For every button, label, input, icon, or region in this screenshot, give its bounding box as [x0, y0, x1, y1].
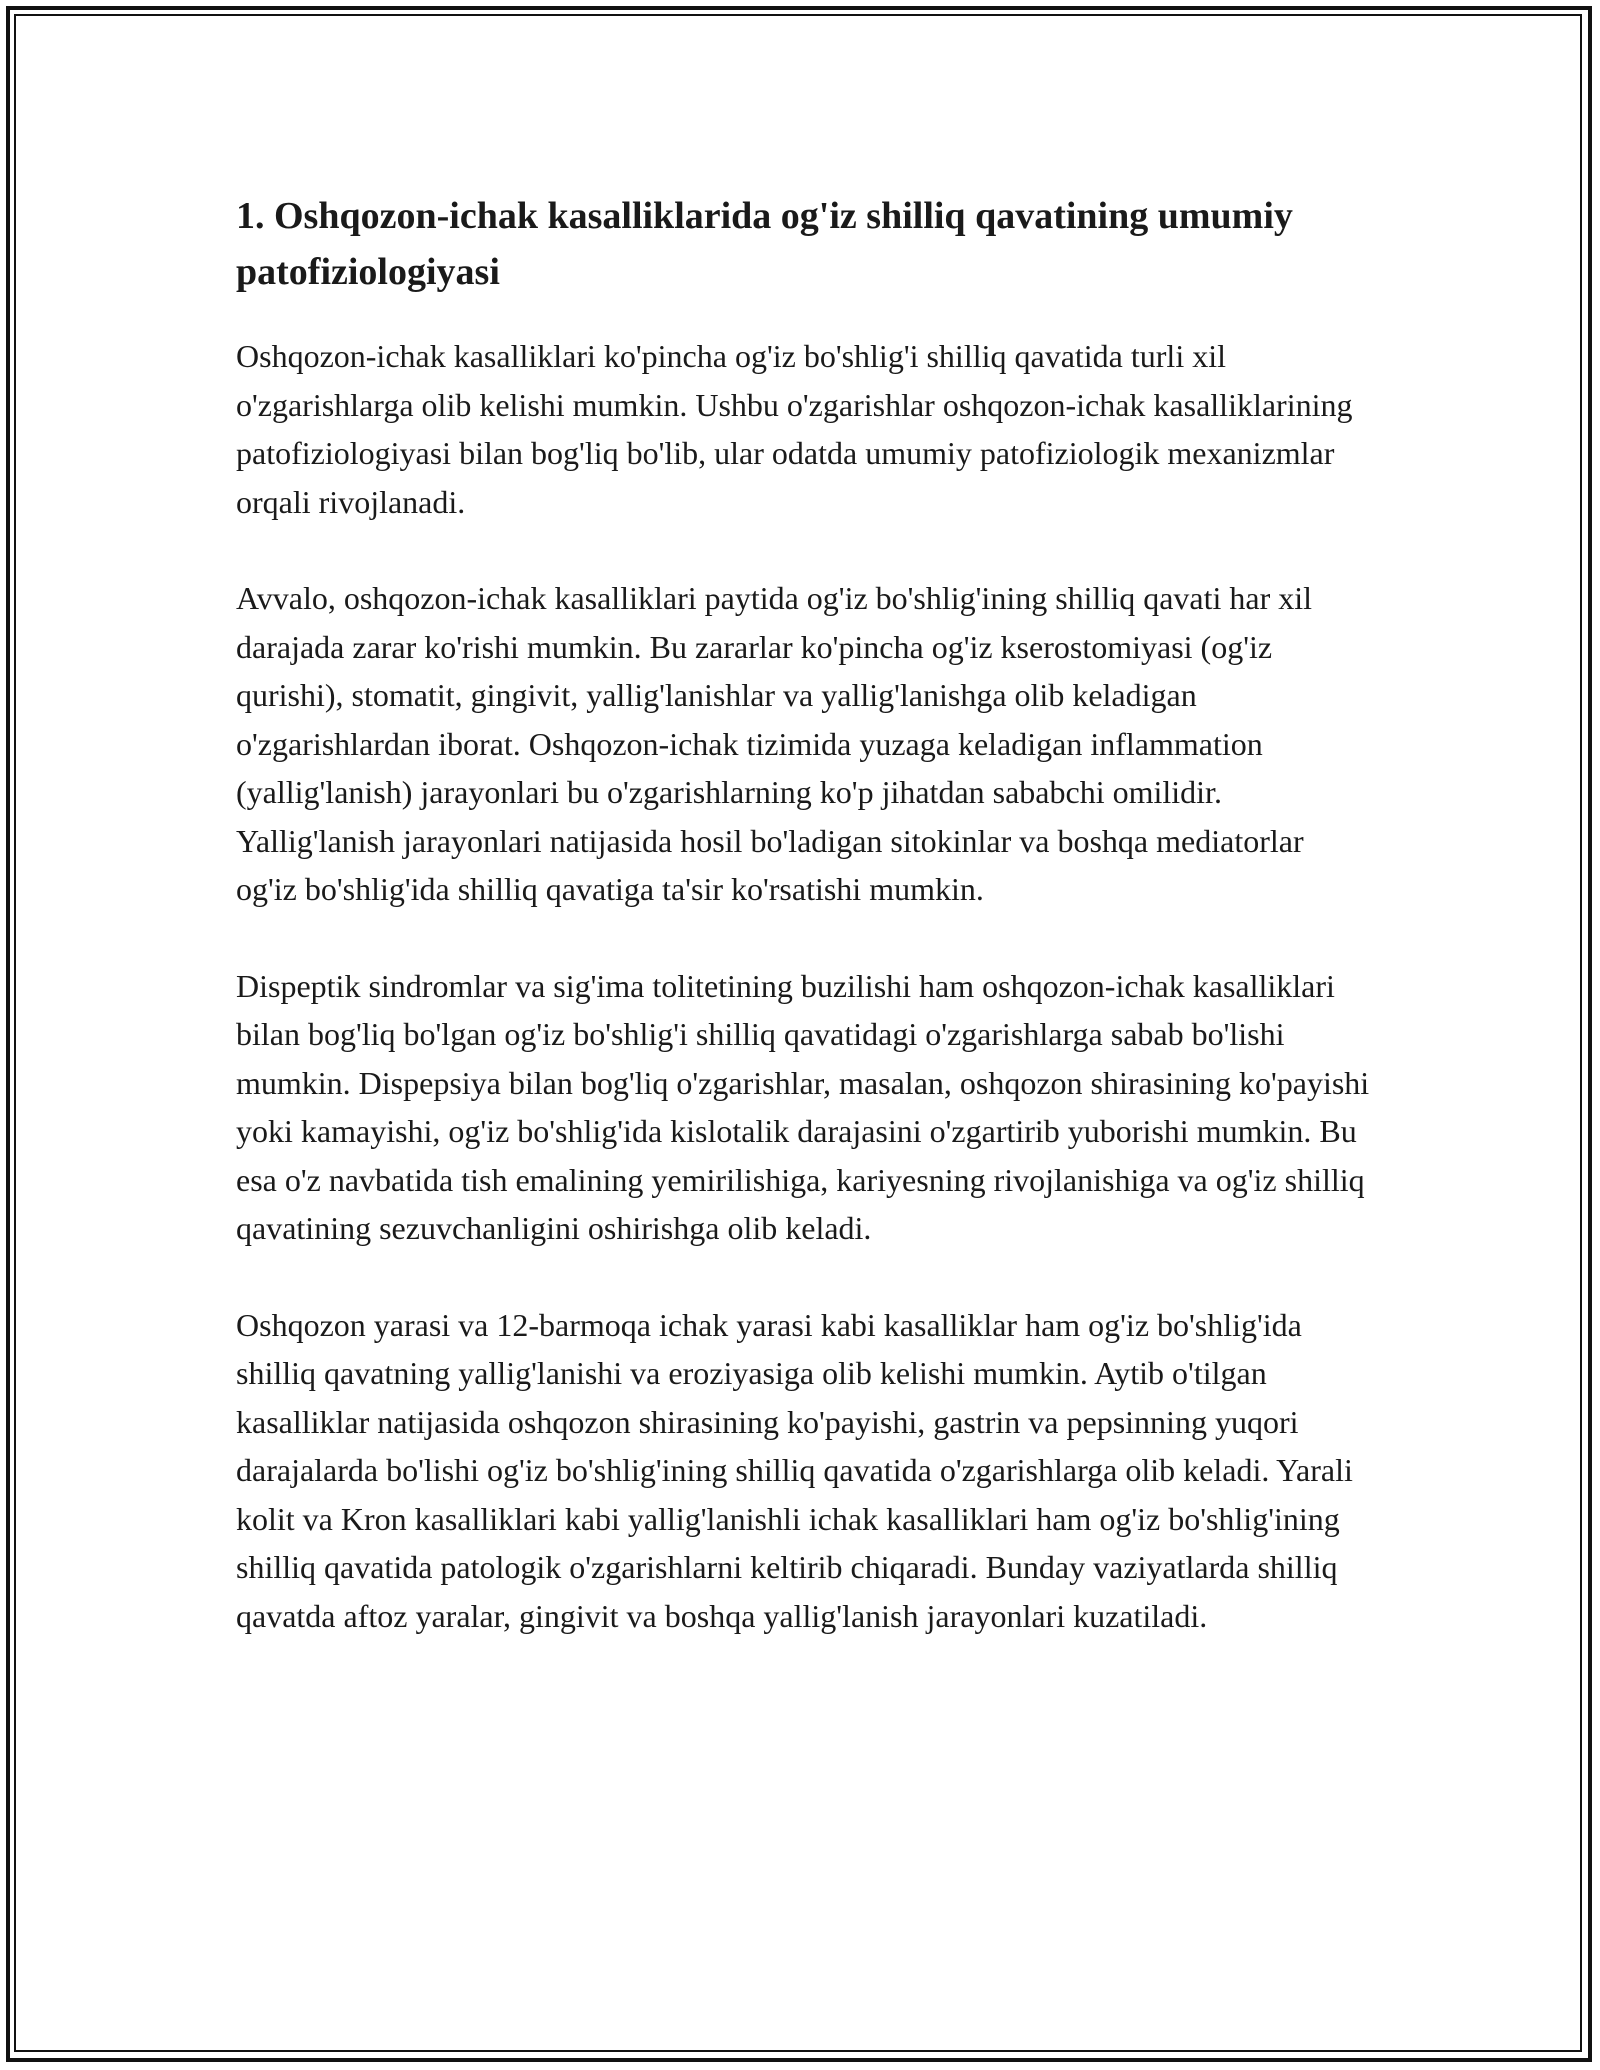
section-heading: 1. Oshqozon-ichak kasalliklarida og'iz shilliq qavatining umumiy patofiziologiyasi	[236, 195, 1293, 293]
paragraph-1: Oshqozon-ichak kasalliklari ko'pincha og'iz bo'shlig'i shilliq qavatida turli xil o'zgarishlarga olib kelishi mumkin. Ushbu o'zgarishlar oshqozon-ichak kasalliklarining patofiziologiyasi bilan bog'liq bo'lib, ular odatda umumiy patofiziologik mexanizmlar orqali rivojlanadi.	[236, 338, 1353, 520]
paragraph-2: Avvalo, oshqozon-ichak kasalliklari paytida og'iz bo'shlig'ining shilliq qavati har xil darajada zarar ko'rishi mumkin. Bu zararlar ko'pincha og'iz kserostomiyasi (og'iz qurishi), stomatit, gingivit, yallig'lanishlar va yallig'lanishga olib keladigan o'zgarishlardan iborat. Oshqozon-ichak tizimida yuzaga keladigan inflammation (yallig'lanish) jarayonlari bu o'zgarishlarning ko'p jihatdan sababchi omilidir. Yallig'lanish jarayonlari natijasida hosil bo'ladigan sitokinlar va boshqa mediatorlar og'iz bo'shlig'ida shilliq qavatiga ta'sir ko'rsatishi mumkin.	[236, 580, 1313, 907]
paragraph-3: Dispeptik sindromlar va sig'ima tolitetining buzilishi ham oshqozon-ichak kasalliklari bilan bog'liq bo'lgan og'iz bo'shlig'i shilliq qavatidagi o'zgarishlarga sabab bo'lishi mumkin. Dispepsiya bilan bog'liq o'zgarishlar, masalan, oshqozon shirasining ko'payishi yoki kamayishi, og'iz bo'shlig'ida kislotalik darajasini o'zgartirib yuborishi mumkin. Bu esa o'z navbatida tish emalining yemirilishiga, kariyesning rivojlanishiga va og'iz shilliq qavatining sezuvchanligini oshirishga olib keladi.	[236, 967, 1370, 1246]
document-body	[236, 188, 1370, 1688]
paragraph-4: Oshqozon yarasi va 12-barmoqa ichak yarasi kabi kasalliklar ham og'iz bo'shlig'ida shilliq qavatning yallig'lanishi va eroziyasiga olib kelishi mumkin. Aytib o'tilgan kasalliklar natijasida oshqozon shirasining ko'payishi, gastrin va pepsinning yuqori darajalarda bo'lishi og'iz bo'shlig'ining shilliq qavatida o'zgarishlarga olib keladi. Yarali kolit va Kron kasalliklari kabi yallig'lanishli ichak kasalliklari ham og'iz bo'shlig'ining shilliq qavatida patologik o'zgarishlarni keltirib chiqaradi. Bunday vaziyatlarda shilliq qavatda aftoz yaralar, gingivit va boshqa yallig'lanish jarayonlari kuzatiladi.	[236, 1306, 1353, 1634]
